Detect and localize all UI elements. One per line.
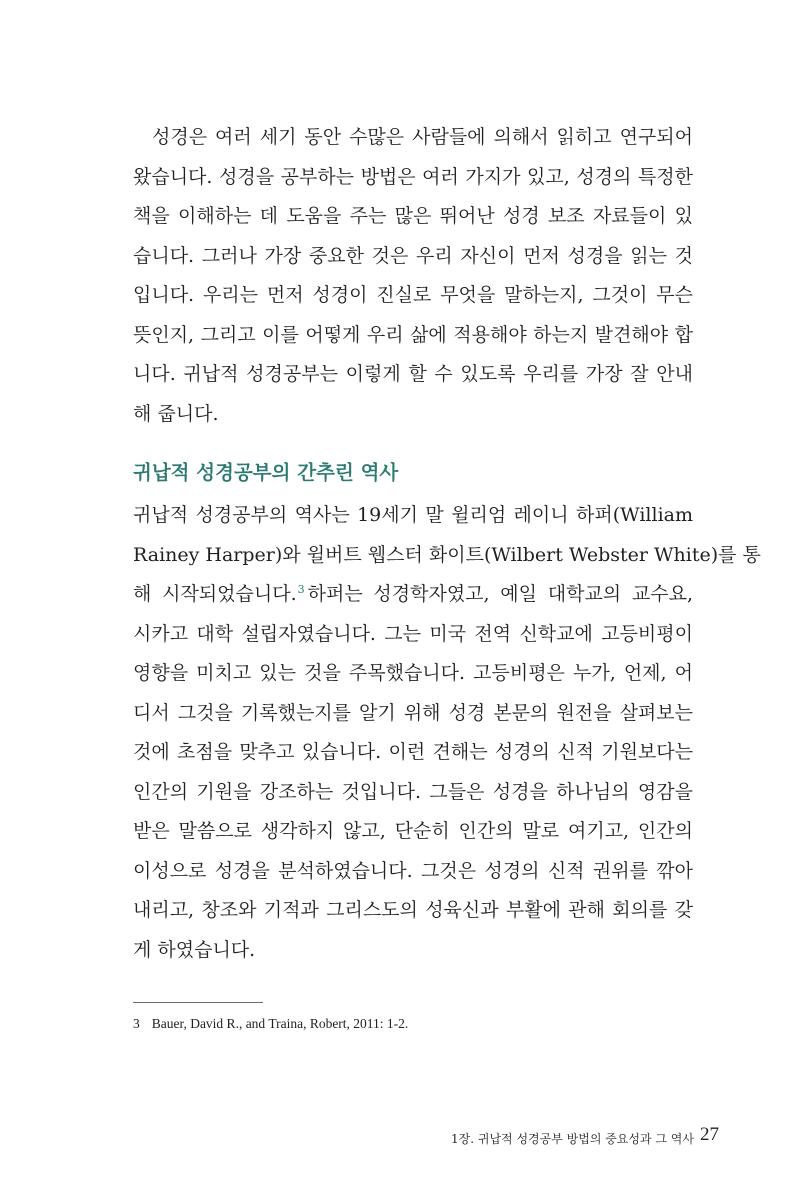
text-segment: 하퍼는 성경학자였고, 예일 대학교의 교수요,: [307, 583, 693, 605]
text-line: 디서 그것을 기록했는지를 알기 위해 성경 본문의 원전을 살펴보는: [133, 701, 693, 724]
text-line: 것에 초점을 맞추고 있습니다. 이런 견해는 성경의 신적 기원보다는: [133, 741, 693, 763]
text-line: Rainey Harper)와 윌버트 웹스터 화이트(Wilbert Webster White)를 통: [133, 543, 761, 566]
text-line: 이성으로 성경을 분석하였습니다. 그것은 성경의 신적 권위를 깎아: [133, 859, 693, 882]
text-line: 책을 이해하는 데 도움을 주는 많은 뛰어난 성경 보조 자료들이 있: [133, 205, 693, 227]
text-line: 왔습니다. 성경을 공부하는 방법은 여러 가지가 있고, 성경의 특정한: [133, 165, 693, 188]
section-heading: 귀납적 성경공부의 간추린 역사: [133, 461, 399, 484]
footnote-reference[interactable]: 3: [297, 582, 305, 596]
text-line: 해 줍니다.: [133, 402, 219, 425]
footnote: [133, 1016, 408, 1032]
text-line: 받은 말씀으로 생각하지 않고, 단순히 인간의 말로 여기고, 인간의: [133, 820, 693, 842]
text-line: 영향을 미치고 있는 것을 주목했습니다. 고등비평은 누가, 언제, 어: [133, 662, 693, 684]
running-footer-title: 1장. 귀납적 성경공부 방법의 중요성과 그 역사: [451, 1132, 694, 1146]
text-line: 게 하였습니다.: [133, 938, 256, 961]
text-segment: 해 시작되었습니다.: [133, 583, 297, 605]
history-paragraph: [133, 496, 761, 970]
text-line: 귀납적 성경공부의 역사는 19세기 말 윌리엄 레이니 하퍼(William: [133, 504, 693, 526]
text-line-with-footnote: [133, 575, 693, 615]
footnote-divider: [133, 1002, 263, 1003]
text-line: 습니다. 그러나 가장 중요한 것은 우리 자신이 먼저 성경을 읽는 것: [133, 244, 693, 267]
text-line: 내리고, 창조와 기적과 그리스도의 성육신과 부활에 관해 회의를 갖: [133, 899, 693, 921]
footnote-text: Bauer, David R., and Traina, Robert, 2011: 1-2.: [151, 1016, 409, 1031]
page-number: 27: [700, 1124, 719, 1145]
footnote-number: 3: [133, 1016, 140, 1031]
text-line: 입니다. 우리는 먼저 성경이 진실로 무엇을 말하는지, 그것이 무슨: [133, 284, 693, 306]
text-line: 니다. 귀납적 성경공부는 이렇게 할 수 있도록 우리를 가장 잘 안내: [133, 363, 693, 385]
text-line: 시카고 대학 설립자였습니다. 그는 미국 전역 신학교에 고등비평이: [133, 622, 693, 645]
intro-paragraph: [133, 118, 693, 434]
text-line: 뜻인지, 그리고 이를 어떻게 우리 삶에 적용해야 하는지 발견해야 합: [133, 323, 693, 346]
text-line: 성경은 여러 세기 동안 수많은 사람들에 의해서 읽히고 연구되어: [152, 126, 693, 148]
text-line: 인간의 기원을 강조하는 것입니다. 그들은 성경을 하나님의 영감을: [133, 780, 693, 803]
